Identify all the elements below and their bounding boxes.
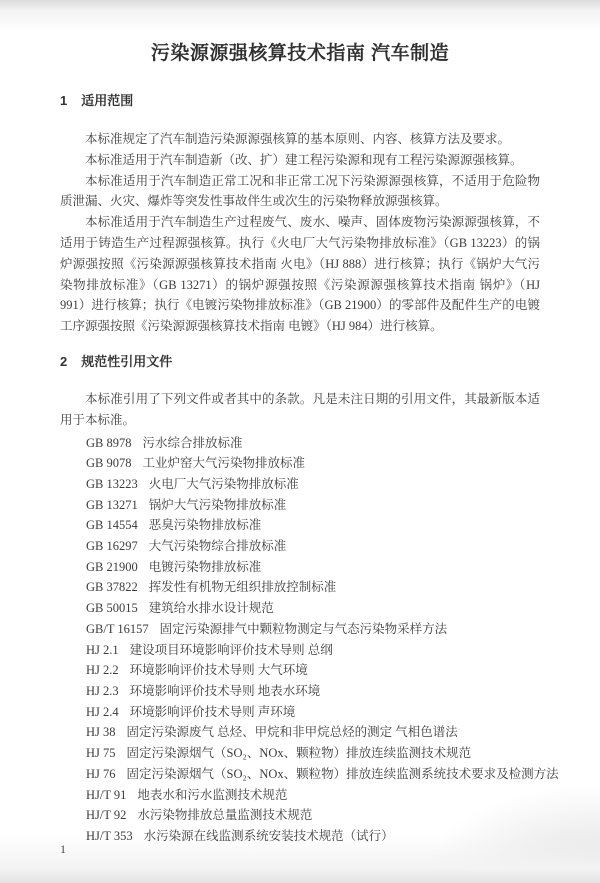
reference-name: 固定污染源烟气（SO₂、NOx、颗粒物）排放连续监测技术规范: [126, 746, 472, 761]
reference-name: 地表水和污水监测技术规范: [137, 787, 288, 802]
reference-item: [86, 536, 540, 557]
paragraph-scope-2: 本标准适用于汽车制造新（改、扩）建工程污染源和现有工程污染源源强核算。: [85, 152, 523, 167]
reference-name: 建设项目环境影响评价技术导则 总纲: [129, 642, 333, 657]
section-2-body: [60, 389, 559, 847]
reference-name: 挥发性有机物无组织排放控制标准: [148, 580, 337, 595]
reference-item: [86, 764, 559, 785]
reference-item: [86, 515, 540, 536]
section-1-body: [60, 129, 540, 337]
reference-name: 电镀污染物排放标准: [148, 559, 262, 574]
section-2-heading: [60, 351, 540, 370]
reference-item: [86, 495, 540, 516]
reference-item: [86, 557, 540, 578]
reference-name: 固定污染源排气中颗粒物测定与气态污染物采样方法: [159, 621, 448, 636]
reference-code: GB 14554: [86, 518, 138, 533]
paragraph-scope-3: 本标准适用于汽车制造正常工况和非正常工况下污染源源强核算，不适用于危险物质泄漏、火灾、爆炸等突发性事故伴生或次生的污染物释放源强核算。: [60, 173, 540, 209]
reference-name: 水污染物排放总量监测技术规范: [137, 808, 313, 823]
reference-code: GB 21900: [86, 559, 138, 574]
reference-item: [86, 722, 540, 743]
reference-item: [86, 702, 540, 723]
reference-item: [86, 826, 540, 847]
reference-name: 污水综合排放标准: [142, 435, 243, 450]
reference-item: [86, 640, 540, 661]
reference-code: HJ 2.3: [86, 684, 119, 698]
reference-name: 火电厂大气污染物排放标准: [148, 476, 299, 491]
document-title: 污染源源强核算技术指南 汽车制造: [150, 43, 450, 64]
reference-code: GB/T 16157: [86, 621, 149, 636]
reference-list: [60, 433, 559, 847]
reference-code: GB 13223: [86, 476, 138, 491]
paragraph-references-intro: 本标准引用了下列文件或者其中的条款。凡是未注日期的引用文件，其最新版本适用于本标准。: [60, 391, 540, 427]
section-2-number: 2: [60, 353, 68, 369]
reference-name: 水污染源在线监测系统安装技术规范（试行）: [143, 828, 394, 843]
document-content: [60, 0, 559, 847]
reference-name: 大气污染物综合排放标准: [148, 539, 287, 554]
reference-name: 环境影响评价技术导则 大气环境: [129, 663, 308, 678]
reference-code: HJ 2.2: [86, 663, 119, 678]
reference-item: [86, 433, 540, 454]
reference-name: 恶臭污染物排放标准: [148, 518, 262, 533]
reference-name: 固定污染源烟气（SO₂、NOx、颗粒物）排放连续监测系统技术要求及检测方法: [126, 766, 559, 781]
section-2-title: 规范性引用文件: [81, 353, 173, 369]
reference-item: [86, 577, 540, 598]
page-number: 1: [60, 842, 66, 856]
reference-item: [86, 681, 540, 702]
reference-code: GB 37822: [86, 580, 138, 595]
reference-name: 环境影响评价技术导则 声环境: [129, 704, 296, 719]
reference-code: HJ/T 353: [86, 828, 133, 843]
reference-name: 建筑给水排水设计规范: [148, 601, 274, 616]
reference-item: [86, 619, 540, 640]
section-1-title: 适用范围: [81, 93, 134, 108]
reference-code: GB 50015: [86, 601, 138, 616]
reference-item: [86, 660, 540, 681]
reference-code: HJ 38: [86, 725, 116, 740]
reference-code: HJ 2.1: [86, 642, 119, 657]
paragraph-scope-1: 本标准规定了汽车制造污染源源强核算的基本原则、内容、核算方法及要求。: [85, 132, 511, 146]
reference-item: [86, 785, 540, 806]
reference-name: 工业炉窑大气污染物排放标准: [142, 456, 306, 471]
reference-code: GB 9078: [86, 456, 132, 471]
reference-code: GB 13271: [86, 497, 138, 512]
reference-name: 固定污染源废气 总烃、甲烷和非甲烷总烃的测定 气相色谱法: [126, 725, 458, 740]
reference-code: GB 8978: [86, 435, 132, 450]
reference-code: HJ/T 92: [86, 808, 127, 823]
reference-code: HJ 75: [86, 746, 116, 761]
reference-code: HJ 2.4: [86, 704, 119, 719]
reference-name: 锅炉大气污染物排放标准: [148, 497, 287, 512]
reference-code: GB 16297: [86, 539, 138, 554]
section-1-heading: [60, 90, 540, 109]
reference-item: [86, 474, 540, 495]
reference-name: 环境影响评价技术导则 地表水环境: [129, 684, 321, 698]
reference-code: HJ 76: [86, 766, 116, 781]
paragraph-scope-4: 本标准适用于汽车制造生产过程废气、废水、噪声、固体废物污染源源强核算，不适用于铸造生产过程源强核算。执行《火电厂大气污染物排放标准》（GB 13223）的锅炉源强按照《污染源源强核算技术指南 火电》（HJ 888）进行核算；执行《锅炉大气污染物排放标准》（GB 13271）的锅炉源强按照《污染源源强核算技术指南 锅炉》（HJ 991）进行核算；执行《电镀污染物排放标准》（GB 21900）的零部件及配件生产的电镀工序源强按照《污染源源强核算技术指南 电镀》（HJ 984）进行核算。: [60, 215, 540, 334]
reference-item: [86, 453, 540, 474]
section-1-number: 1: [60, 93, 68, 108]
reference-code: HJ/T 91: [86, 787, 127, 802]
reference-item: [86, 598, 540, 619]
reference-item: [86, 743, 540, 764]
reference-item: [86, 805, 540, 826]
